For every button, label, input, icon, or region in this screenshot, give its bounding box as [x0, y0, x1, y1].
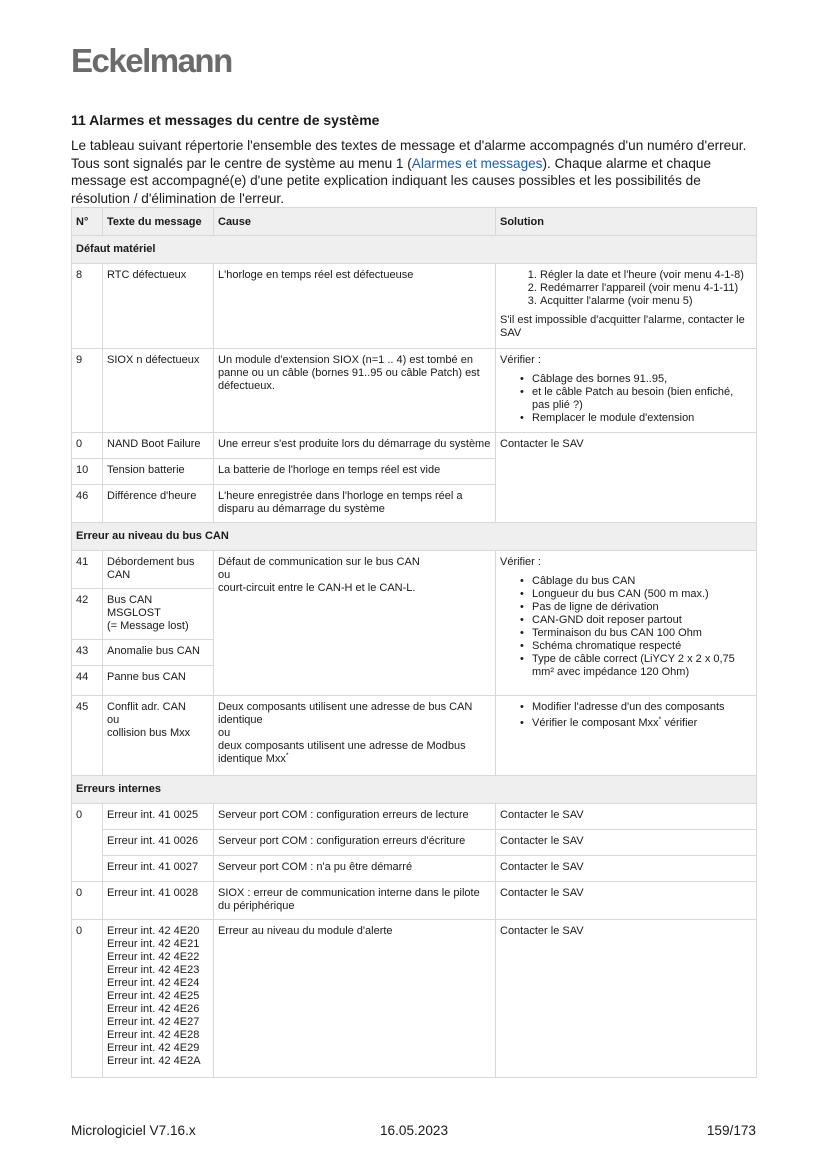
list-item: • Câblage du bus CAN	[532, 575, 752, 588]
solution-steps	[500, 269, 752, 308]
section-label: Erreurs internes	[72, 776, 757, 804]
solution-note: S'il est impossible d'acquitter l'alarme, contacter le SAV	[500, 314, 745, 339]
alarm-table	[71, 207, 757, 1078]
cell-text: RTC défectueux	[103, 264, 214, 349]
text-line: Bus CAN MSGLOST	[107, 594, 161, 619]
list-item: • Remplacer le module d'extension	[532, 412, 752, 425]
error-code: Erreur int. 42 4E22	[107, 951, 200, 963]
table-row	[72, 830, 757, 856]
cell-no: 10	[72, 459, 103, 485]
table-row	[72, 696, 757, 776]
cell-no: 0	[72, 920, 103, 1078]
error-code: Erreur int. 42 4E28	[107, 1029, 200, 1041]
text-line: (= Message lost)	[107, 620, 189, 632]
cell-text: Différence d'heure	[103, 485, 214, 523]
cell-text: Anomalie bus CAN	[103, 640, 214, 666]
footnote-mark: *	[285, 752, 289, 760]
section-row-internal	[72, 776, 757, 804]
cell-text: Erreur int. 41 0027	[103, 856, 214, 882]
error-code: Erreur int. 42 4E29	[107, 1042, 200, 1054]
list-item: • Terminaison du bus CAN 100 Ohm	[532, 627, 752, 640]
table-row	[72, 804, 757, 830]
cell-solution	[496, 551, 757, 696]
list-item: 3. Acquitter l'alarme (voir menu 5)	[540, 295, 752, 308]
cell-solution	[496, 264, 757, 349]
header-text: Texte du message	[103, 208, 214, 236]
cell-cause: Erreur au niveau du module d'alerte	[214, 920, 496, 1078]
cell-no: 0	[72, 804, 103, 882]
table-row	[72, 882, 757, 920]
eckelmann-logo: Eckelmann	[71, 42, 232, 79]
cell-solution	[496, 696, 757, 776]
cell-solution: Contacter le SAV	[496, 830, 757, 856]
footer-date: 16.05.2023	[380, 1123, 449, 1138]
cell-no: 44	[72, 666, 103, 696]
cause-line: Deux composants utilisent une adresse de bus CAN identique	[218, 701, 473, 726]
list-item: 1. Régler la date et l'heure (voir menu 4-1-8)	[540, 269, 752, 282]
footnote-mark: *	[658, 716, 662, 724]
cell-text: Tension batterie	[103, 459, 214, 485]
list-item: • CAN-GND doit reposer partout	[532, 614, 752, 627]
cell-text	[103, 696, 214, 776]
error-code: Erreur int. 42 4E24	[107, 977, 200, 989]
section-row-hardware	[72, 236, 757, 264]
table-row	[72, 264, 757, 349]
cell-no: 8	[72, 264, 103, 349]
cause-text: deux composants utilisent une adresse de Modbus identique Mxx	[218, 740, 466, 765]
cause-line: ou	[218, 569, 231, 581]
cell-no: 9	[72, 349, 103, 433]
list-item: • Pas de ligne de dérivation	[532, 601, 752, 614]
cell-cause: Une erreur s'est produite lors du démarrage du système	[214, 433, 496, 459]
cell-text: Panne bus CAN	[103, 666, 214, 696]
table-row	[72, 433, 757, 459]
item-text: vérifier	[661, 717, 698, 729]
cause-line: ou	[218, 727, 231, 739]
table-row	[72, 920, 757, 1078]
alarms-link[interactable]: Alarmes et messages	[411, 155, 543, 171]
cell-no: 0	[72, 882, 103, 920]
list-item: 2. Redémarrer l'appareil (voir menu 4-1-11)	[540, 282, 752, 295]
header-cause: Cause	[214, 208, 496, 236]
text-line: ou	[107, 714, 120, 726]
cell-cause: L'horloge en temps réel est défectueuse	[214, 264, 496, 349]
list-item: • et le câble Patch au besoin (bien enfiché, pas plié ?)	[532, 386, 752, 412]
cause-line: Défaut de communication sur le bus CAN	[218, 556, 420, 568]
table-row	[72, 349, 757, 433]
section-heading: 11 Alarmes et messages du centre de système	[71, 112, 380, 128]
solution-bullets	[500, 575, 752, 679]
cell-text	[103, 589, 214, 640]
cell-solution	[496, 349, 757, 433]
solution-bullets	[500, 701, 752, 730]
cause-line: court-circuit entre le CAN-H et le CAN-L.	[218, 582, 416, 594]
footer-product: Micrologiciel V7.16.x	[71, 1123, 196, 1138]
footer-page: 159/173	[706, 1123, 756, 1138]
cell-solution: Contacter le SAV	[496, 433, 757, 523]
table-row	[72, 856, 757, 882]
error-code: Erreur int. 42 4E21	[107, 938, 200, 950]
cell-no: 42	[72, 589, 103, 640]
cell-cause: Serveur port COM : n'a pu être démarré	[214, 856, 496, 882]
cell-cause	[214, 696, 496, 776]
list-item: • Modifier l'adresse d'un des composants	[532, 701, 752, 714]
cell-no: 41	[72, 551, 103, 589]
cell-no: 43	[72, 640, 103, 666]
list-item: • Schéma chromatique respecté	[532, 640, 752, 653]
intro-paragraph	[71, 137, 761, 207]
cell-solution: Contacter le SAV	[496, 882, 757, 920]
cell-solution: Contacter le SAV	[496, 920, 757, 1078]
list-item: • Type de câble correct (LiYCY 2 x 2 x 0,75 mm² avec impédance 120 Ohm)	[532, 653, 752, 679]
table-header-row	[72, 208, 757, 236]
error-code: Erreur int. 42 4E25	[107, 990, 200, 1002]
error-code: Erreur int. 42 4E20	[107, 925, 200, 937]
item-text: Vérifier le composant Mxx	[532, 717, 659, 729]
cell-text: Débordement bus CAN	[103, 551, 214, 589]
cell-text	[103, 920, 214, 1078]
section-row-can	[72, 523, 757, 551]
table-row	[72, 551, 757, 589]
intro-text-start: Le tableau suivant répertorie l'ensemble des textes de message et d'alarme accompagnés d'un numéro d'erreur. Tous sont signalés par le centre de système au menu 1 (	[71, 138, 747, 171]
cell-cause: Serveur port COM : configuration erreurs d'écriture	[214, 830, 496, 856]
list-item: • Longueur du bus CAN (500 m max.)	[532, 588, 752, 601]
header-solution: Solution	[496, 208, 757, 236]
error-code: Erreur int. 42 4E26	[107, 1003, 200, 1015]
cell-cause	[214, 551, 496, 696]
error-code: Erreur int. 42 4E2A	[107, 1055, 201, 1067]
cause-line	[218, 740, 491, 766]
cell-text: NAND Boot Failure	[103, 433, 214, 459]
text-line: collision bus Mxx	[107, 727, 191, 739]
verify-label: Vérifier :	[500, 556, 541, 568]
cell-text: SIOX n défectueux	[103, 349, 214, 433]
cell-text: Erreur int. 41 0025	[103, 804, 214, 830]
section-label: Défaut matériel	[72, 236, 757, 264]
intro-text-end: ). Chaque alarme et chaque message est accompagné(e) d'une petite explication indiquant les causes possibles et les possibilités de résolution / d'élimination de l'erreur.	[71, 155, 711, 206]
cell-cause: La batterie de l'horloge en temps réel est vide	[214, 459, 496, 485]
cell-no: 0	[72, 433, 103, 459]
cell-no: 45	[72, 696, 103, 776]
list-item: • Câblage des bornes 91..95,	[532, 373, 752, 386]
error-code: Erreur int. 42 4E27	[107, 1016, 200, 1028]
cell-cause: L'heure enregistrée dans l'horloge en temps réel a disparu au démarrage du système	[214, 485, 496, 523]
header-no: N°	[72, 208, 103, 236]
section-label: Erreur au niveau du bus CAN	[72, 523, 757, 551]
cell-text: Erreur int. 41 0026	[103, 830, 214, 856]
cell-cause: Un module d'extension SIOX (n=1 .. 4) est tombé en panne ou un câble (bornes 91..95 ou câble Patch) est défectueux.	[214, 349, 496, 433]
cell-text: Erreur int. 41 0028	[103, 882, 214, 920]
cell-cause: Serveur port COM : configuration erreurs de lecture	[214, 804, 496, 830]
cell-solution: Contacter le SAV	[496, 856, 757, 882]
cell-cause: SIOX : erreur de communication interne dans le pilote du périphérique	[214, 882, 496, 920]
solution-bullets	[500, 373, 752, 425]
cell-no: 46	[72, 485, 103, 523]
text-line: Conflit adr. CAN	[107, 701, 186, 713]
cell-solution: Contacter le SAV	[496, 804, 757, 830]
list-item	[532, 717, 752, 730]
verify-label: Vérifier :	[500, 354, 541, 366]
error-code: Erreur int. 42 4E23	[107, 964, 200, 976]
